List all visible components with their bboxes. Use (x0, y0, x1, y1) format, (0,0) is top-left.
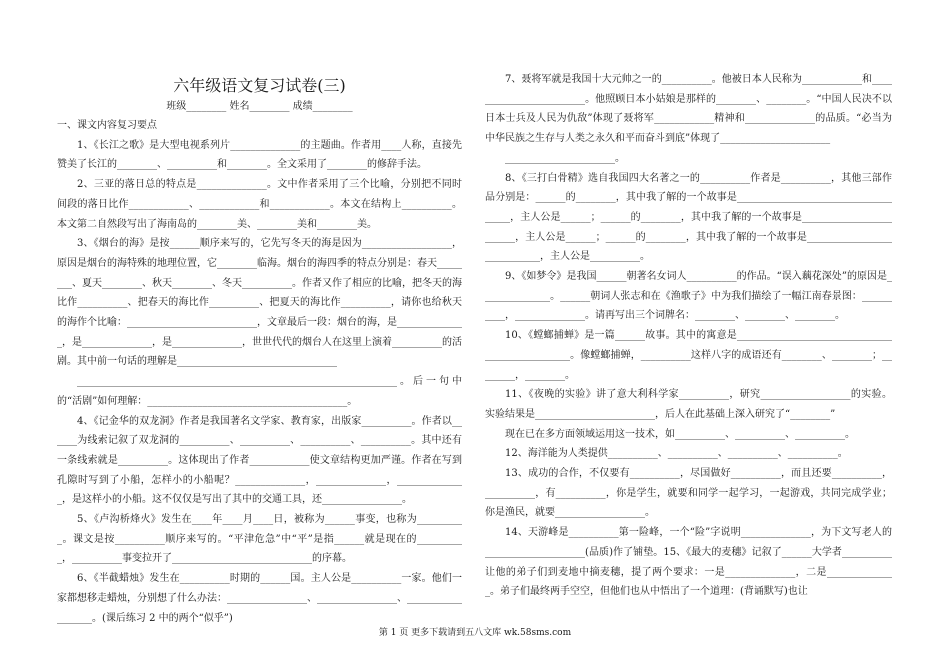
exam-title: 六年级语文复习试卷(三) (173, 76, 346, 95)
question-10: 10、《螳螂捕蝉》是一篇______故事。其中的寓意是________________________________________________。像螳螂捕蝉，__________这样八字的成语还有________、________；________，________。 (485, 330, 892, 381)
question-12: 12、海洋能为人类提供__________、__________、__________、__________。 (505, 448, 848, 460)
question-11: 11、《夜晚的实验》讲了意大利科学家__________，研究__________________的实验。实验结果是________________________，后人在此基础上深入研究了“________” (485, 389, 892, 420)
question-7-continued: ______________________。 (505, 152, 625, 164)
question-3-continued: ________________________________________________________________。后一句中的“活剧”如何理解：________________________________________。 (57, 376, 462, 407)
question-4: 4、《记金华的双龙洞》作者是我国著名文学家、教育家，出版家__________。作者以______为线索记叙了双龙洞的__________、__________、__________、__________。其中还有一条线索就是__________。这体现出了作者____________使文章结构更加严谨。作者在写到孔隙时写到了小船，怎样小的小船呢？______________，______________，______________，是这样小的小船。这不仅仅是写出了其中的交通工具，还________________。 (57, 415, 462, 506)
question-7: 7、聂将军就是我国十大元帅之一的__________。他被日本人民称为____________和________________________。他照顾日本小姑娘是那样的________、________。“中国人民决不以日本士兵及人民为仇敌”体现了聂将军____________精神和______________的品质。“必当为中华民族之生存与人类之永久和平而奋斗到底”体现了______________________ (485, 74, 892, 145)
question-9: 9、《如梦令》是我国______朝著名女词人__________的作品。“误入藕花深处”的原因是______________。______朝词人张志和在《渔歌子》中为我们描绘了一幅江南春景图：__________，______________。请再写出三个词牌名：________、________、________。 (485, 271, 892, 322)
student-info-line: 班级________ 姓名________ 成绩________ (166, 101, 353, 112)
question-8: 8、《三打白骨精》选自我国四大名著之一的__________作者是__________，其他三部作品分别是：______的________，其中我了解的一个故事是____________________________________，主人公是______；______的________，其中我了解的一个故事是________________________，主人公是______；______的________，其中我了解的一个故事是____________________________，主人公是__________。 (485, 172, 892, 263)
question-14-15: 14、天游峰是__________第一险峰，一个“险”字说明______________，为下文写老人的____________________(品质)作了铺垫。15、《最大的麦穗》记叙了______大学者__________让他的弟子们到麦地中摘麦穗，提了两个要求：一是______________，二是______________。弟子们最终两手空空，但他们也从中悟出了一个道理：(背诵默写)也让 (485, 527, 892, 598)
question-3: 3、《烟台的海》是按______顺序来写的，它先写冬天的海是因为__________________，原因是烟台的海特殊的地理位置，它________临海。烟台的海四季的特点分别是：春天________、夏天________、秋天________、冬天__________。作者又作了相应的比喻，把冬天的海比作__________、把春天的海比作__________、把夏天的海比作__________，请你也给秋天的海作个比喻：__________________________，文章最后一段：烟台的海，是______________，是______________，是______________，世世代代的烟台人在这里上演着__________的活剧。其中前一句话的理解是________________________________ (57, 238, 462, 368)
question-5: 5、《卢沟桥烽火》发生在____年____月____日，被称为______事变，也称为__________。课文是按__________顺序来写的。“平津危急”中“平”是指______就是现在的__________，__________事变拉开了____________________________的序幕。 (57, 514, 462, 565)
left-column (57, 70, 462, 628)
question-11-continued: 现在已在多方面领域运用这一技术，如__________、__________、__________。 (505, 428, 855, 440)
question-1: 1、《长江之歌》是大型电视系列片______________的主题曲。作者用____人称，直接先赞美了长江的________、__________和________。全文采用了________的修辞手法。 (57, 139, 462, 171)
page-footer: 第 1 页 更多下载请到五八文库 wk.58sms.com (378, 628, 572, 638)
question-13: 13、成功的合作，不仅要有__________，尽国做好__________，而且还要__________，__________，有__________，你是学生，就要和同学一起学习，一起游戏，共同完成学业；你是渔民，就要__________________。 (485, 468, 892, 519)
question-2: 2、三亚的落日总的特点是______________。文中作者采用了三个比喻，分别把不同时间段的落日比作____________、____________和____________。本文在结构上__________。本文第二自然段写出了海南岛的________美、________美和________美。 (57, 179, 462, 230)
section-heading: 一、课文内容复习要点 (57, 120, 157, 131)
right-column (485, 70, 892, 602)
question-6: 6、《半截蜡烛》发生在__________时期的______国。主人公是__________一家。他们一家都想移走蜡烛，分别想了什么办法：________________、________________、__________________。(课后练习 2 中的两个“似乎”) (57, 573, 462, 624)
